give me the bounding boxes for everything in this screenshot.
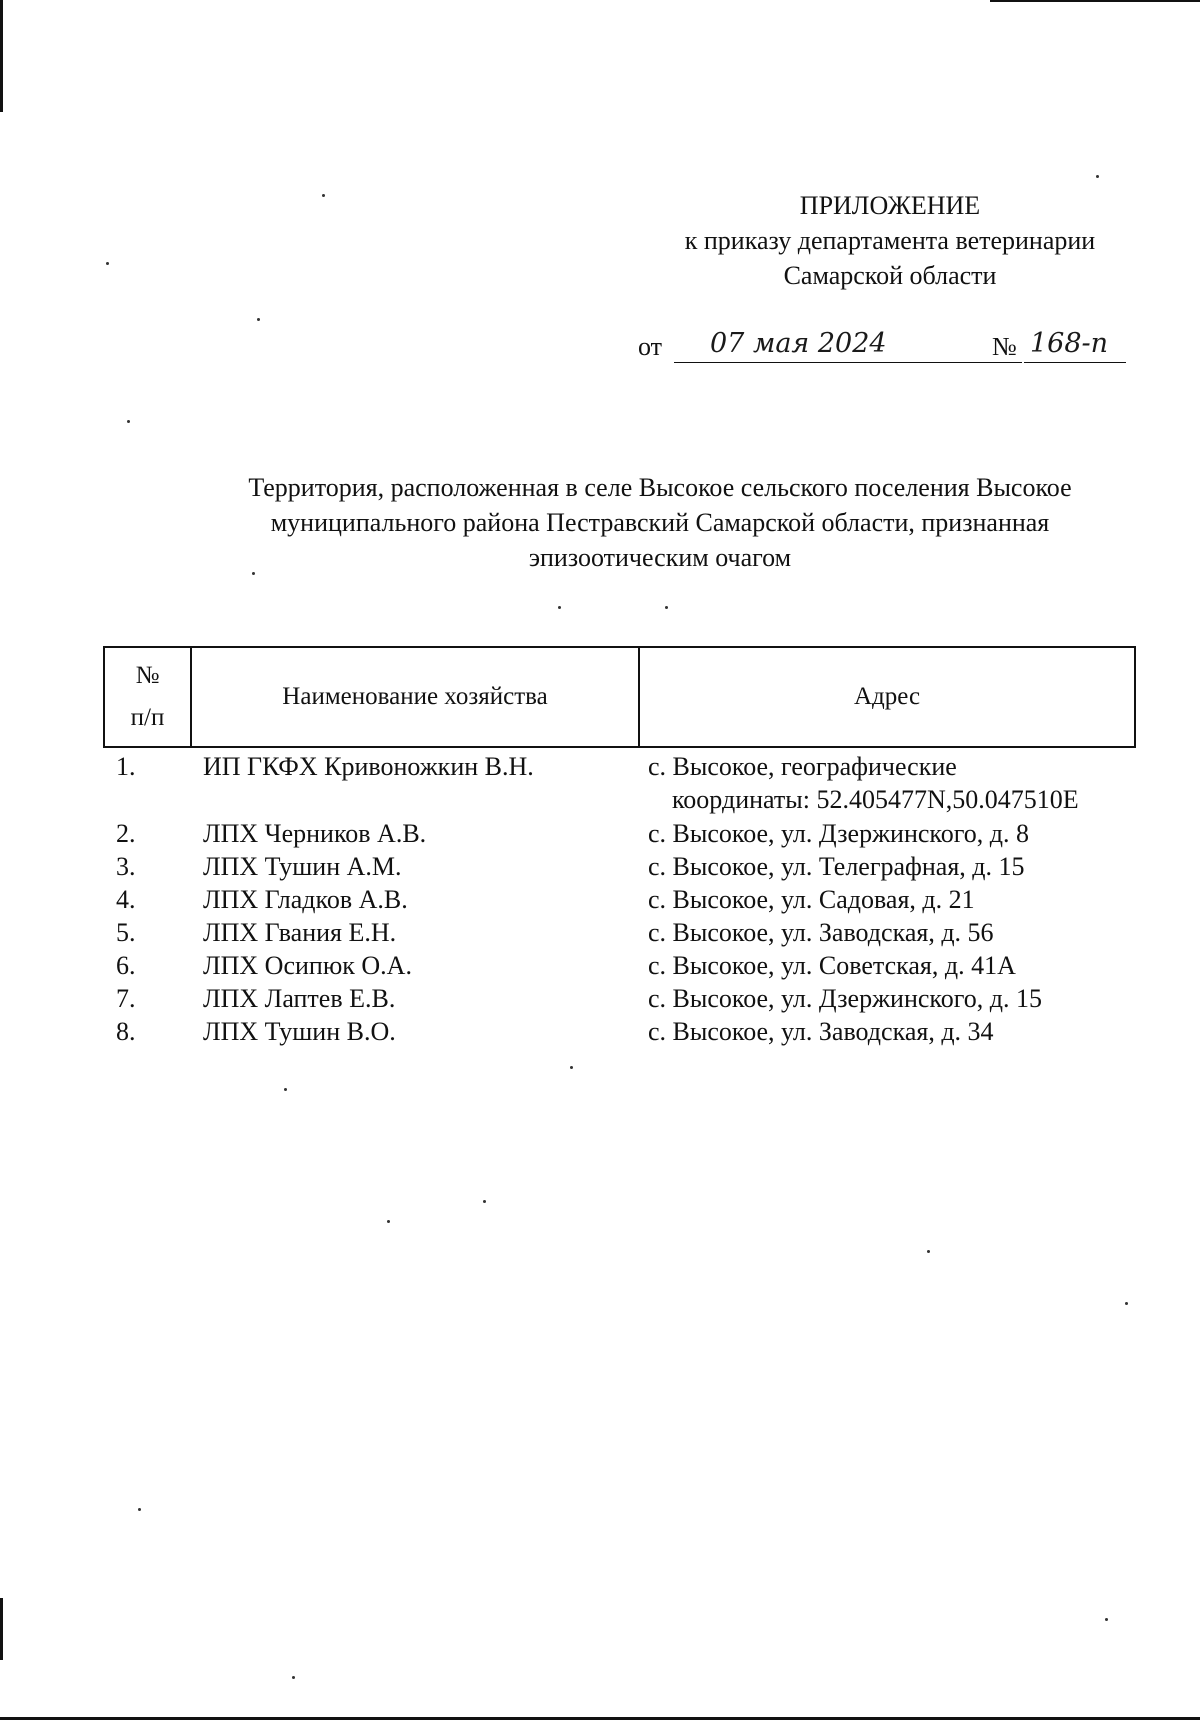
handwritten-date: 07 мая 2024 xyxy=(710,328,887,359)
number-underline xyxy=(1024,362,1126,363)
table-row-continuation xyxy=(0,785,1200,819)
scan-speck xyxy=(483,1200,486,1203)
table-row xyxy=(0,752,1200,786)
scan-speck xyxy=(570,1066,573,1069)
order-date-line xyxy=(638,328,1128,372)
table-row xyxy=(0,918,1200,952)
scan-edge-mark xyxy=(0,1598,3,1660)
scan-speck xyxy=(1105,1618,1108,1621)
scan-speck xyxy=(1125,1302,1128,1305)
scan-edge-mark xyxy=(0,0,3,112)
handwritten-number: 168-п xyxy=(1030,328,1109,359)
row-number: 6. xyxy=(116,951,136,980)
farm-address: с. Высокое, ул. Садовая, д. 21 xyxy=(648,885,975,914)
row-number: 2. xyxy=(116,819,136,848)
scan-speck xyxy=(106,262,109,265)
appendix-header xyxy=(650,188,1130,293)
farm-address: с. Высокое, ул. Дзержинского, д. 8 xyxy=(648,819,1029,848)
farm-name: ИП ГКФХ Кривоножкин В.Н. xyxy=(203,752,534,781)
row-number: 8. xyxy=(116,1017,136,1046)
document-title xyxy=(190,470,1130,575)
table-row xyxy=(0,885,1200,919)
farms-table-header xyxy=(103,646,1136,748)
appendix-subtitle: к приказу департамента ветеринарии xyxy=(684,226,1096,255)
title-line: муниципального района Пестравский Самарской области, признанная xyxy=(270,508,1050,537)
title-line: эпизоотическим очагом xyxy=(528,543,792,572)
title-line: Территория, расположенная в селе Высокое сельского поселения Высокое xyxy=(248,473,1072,502)
farm-name: ЛПХ Гвания Е.Н. xyxy=(203,918,397,947)
column-header-number xyxy=(104,647,191,747)
table-row xyxy=(0,819,1200,853)
header-number-label: п/п xyxy=(130,704,165,731)
scan-speck xyxy=(927,1250,930,1253)
column-header-name: Наименование хозяйства xyxy=(191,647,639,747)
scan-speck xyxy=(387,1220,390,1223)
row-number: 1. xyxy=(116,752,136,781)
scan-edge-mark xyxy=(990,0,1200,2)
row-number: 7. xyxy=(116,984,136,1013)
farm-address: с. Высокое, ул. Дзержинского, д. 15 xyxy=(648,984,1042,1013)
table-row xyxy=(0,1017,1200,1051)
row-number: 5. xyxy=(116,918,136,947)
scan-speck xyxy=(138,1508,141,1511)
scan-speck xyxy=(284,1088,287,1091)
row-number: 4. xyxy=(116,885,136,914)
scan-speck xyxy=(257,318,260,321)
date-underline xyxy=(674,362,1022,363)
scan-speck xyxy=(292,1676,295,1679)
scan-speck xyxy=(127,420,130,423)
farm-address-line2: координаты: 52.405477N,50.047510E xyxy=(672,785,1079,814)
farm-address: с. Высокое, географические xyxy=(648,752,957,781)
farm-name: ЛПХ Гладков А.В. xyxy=(203,885,408,914)
number-prefix: № xyxy=(992,332,1017,361)
scan-speck xyxy=(558,606,561,609)
farm-name: ЛПХ Черников А.В. xyxy=(203,819,427,848)
scan-speck xyxy=(1096,175,1099,178)
table-row xyxy=(0,852,1200,886)
farm-name: ЛПХ Осипюк О.А. xyxy=(203,951,412,980)
scan-speck xyxy=(665,606,668,609)
farm-address: с. Высокое, ул. Заводская, д. 34 xyxy=(648,1017,994,1046)
farm-name: ЛПХ Лаптев Е.В. xyxy=(203,984,396,1013)
date-prefix: от xyxy=(638,332,663,361)
scan-speck xyxy=(322,194,325,197)
header-number-symbol: № xyxy=(135,662,160,689)
farm-name: ЛПХ Тушин А.М. xyxy=(203,852,402,881)
appendix-region: Самарской области xyxy=(783,261,997,290)
table-row xyxy=(0,951,1200,985)
appendix-title: ПРИЛОЖЕНИЕ xyxy=(799,191,981,220)
column-header-address: Адрес xyxy=(639,647,1135,747)
farm-address: с. Высокое, ул. Телеграфная, д. 15 xyxy=(648,852,1025,881)
farm-address: с. Высокое, ул. Советская, д. 41А xyxy=(648,951,1016,980)
table-row xyxy=(0,984,1200,1018)
row-number: 3. xyxy=(116,852,136,881)
farm-address: с. Высокое, ул. Заводская, д. 56 xyxy=(648,918,994,947)
farm-name: ЛПХ Тушин В.О. xyxy=(203,1017,396,1046)
